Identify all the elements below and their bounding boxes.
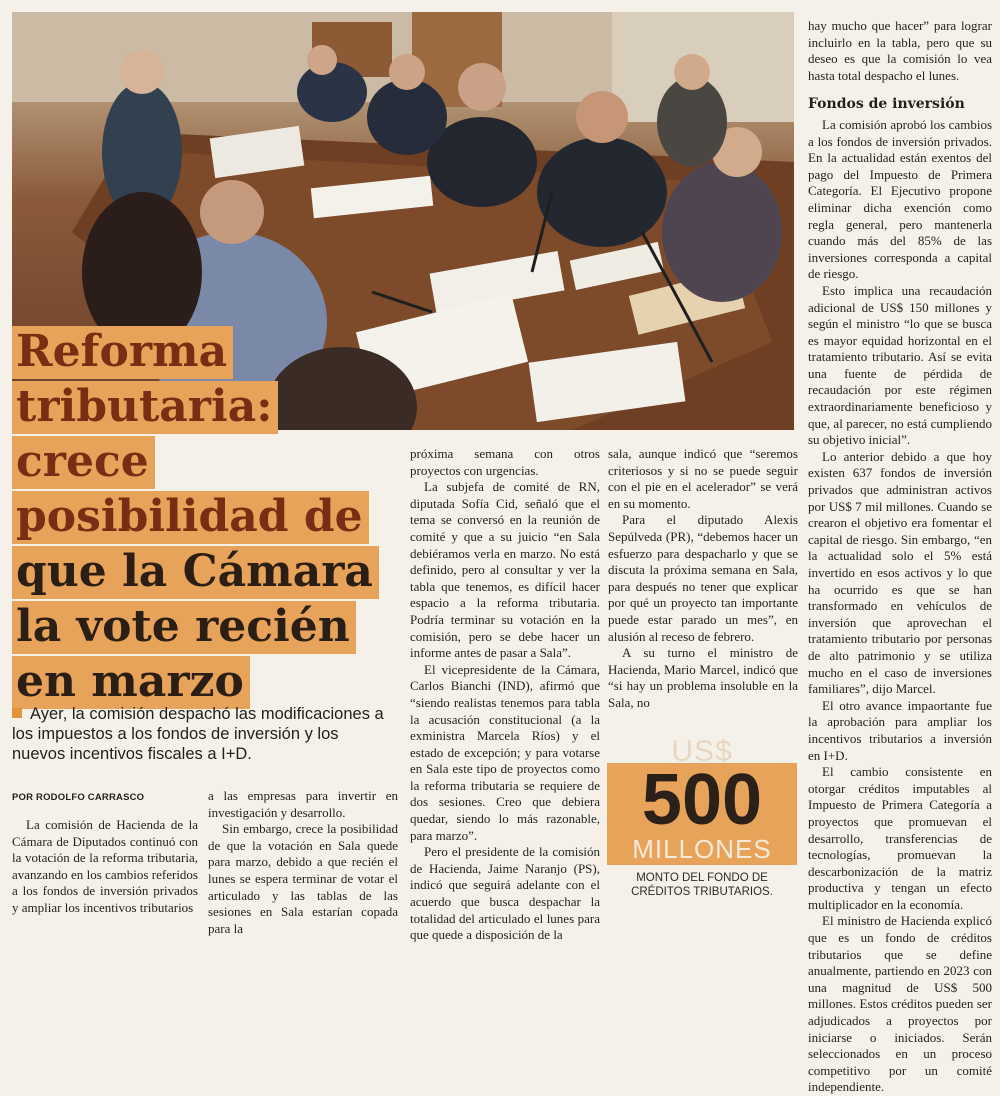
paragraph: El ministro de Hacienda explicó que es un fondo de créditos tributarios que se define anualmente, partiendo en 2023 con una magnitud de US$ 500 millones. Estos créditos pueden ser adjudicados a proyectos por iniciarse o iniciados. Serán seleccionados en un proceso competitivo por un comité independiente. <box>808 913 992 1095</box>
paragraph: El vicepresidente de la Cámara, Carlos Bianchi (IND), afirmó que “siendo realistas tenemos para tabla la acusación constitucional (a la exministra Marcela Ríos) y el estado de excepción; y para votarse en Sala este tipo de proyectos como la reforma tributaria se requiere de dos sesiones. Creo que debiera quedar, siendo lo más razonable, para marzo”. <box>410 661 600 843</box>
paragraph: a las empresas para invertir en investigación y desarrollo. <box>208 788 398 820</box>
fact-amount: 500 <box>641 760 763 840</box>
fact-description: MONTO DEL FONDO DE CRÉDITOS TRIBUTARIOS. <box>631 872 773 898</box>
headline-line: que la Cámara <box>12 546 379 599</box>
paragraph: El cambio consistente en otorgar créditos imputables al Impuesto de Primera Categoría a proyectos que promuevan el desarrollo, transferencias de tecnologías, promuevan la descarbonización de la matriz productiva y tengan un efecto multiplicador en la economía. <box>808 764 992 912</box>
summary-text: Ayer, la comisión despachó las modificaciones a los impuestos a los fondos de inversión y los nuevos incentivos fiscales a I+D. <box>12 705 384 763</box>
headline-line: posibilidad de <box>12 491 369 544</box>
paragraph: Pero el presidente de la comisión de Hacienda, Jaime Naranjo (PS), indicó que seguirá adelante con el acuerdo que busca despachar la totalidad del articulado el lunes para que quede a disposición de la <box>410 844 600 943</box>
article-column-3 <box>410 446 600 944</box>
paragraph: El otro avance impaortante fue la aprobación para ampliar los incentivos tributarios a inversión en I+D. <box>808 697 992 763</box>
square-bullet-icon <box>12 708 22 718</box>
fact-unit: MILLONES <box>632 834 772 864</box>
paragraph: sala, aunque indicó que “seremos criteriosos y si no se puede seguir con el pie en el acelerador” se verá en su momento. <box>608 446 798 511</box>
fact-currency: US$ <box>671 735 733 768</box>
headline <box>12 324 412 709</box>
headline-line: Reforma <box>12 326 233 379</box>
article-column-5 <box>808 18 992 1096</box>
paragraph: La subjefa de comité de RN, diputada Sofía Cid, señaló que el tema se conversó en la reunión de comité y que a su juicio “en Sala debiéramos verla en marzo. No está definido, pero al consultar y ver la tabla que tenemos, es difícil hacer espacio a la reforma tributaria. Podría terminar su votación en la comisión, pero se debe hacer un informe antes de pasar a Sala”. <box>410 479 600 661</box>
article-column-2 <box>208 788 398 937</box>
paragraph: A su turno el ministro de Hacienda, Mario Marcel, indicó que “si hay un problema insoluble en la Sala, no <box>608 645 798 710</box>
paragraph: Para el diputado Alexis Sepúlveda (PR), “debemos hacer un esfuerzo para despacharlo y que se discuta la próxima semana en Sala, para después no tener que explicar por qué un proyecto tan importante puede estar parado un mes”, en alusión al receso de febrero. <box>608 512 798 644</box>
section-subhead: Fondos de inversión <box>808 96 965 113</box>
paragraph: La comisión aprobó los cambios a los fondos de inversión privados. En la actualidad están exentos del pago del Impuesto de Primera Categoría. El Ejecutivo propone eliminar dicha exención como regla general, pero mantenerla cuando más del 85% de las inversiones corresponda a capital de riesgo. <box>808 116 992 282</box>
summary-lead <box>12 704 392 764</box>
headline-line: la vote recién <box>12 601 356 654</box>
article-column-1 <box>12 817 198 917</box>
fact-box <box>607 735 797 901</box>
paragraph: hay mucho que hacer” para lograr incluirlo en la tabla, pero que su deseo es que la comisión lo vea hasta total despacho el lunes. <box>808 18 992 83</box>
paragraph: La comisión de Hacienda de la Cámara de Diputados continuó con la votación de la reforma tributaria, avanzando en los cambios referidos a los fondos de inversión privados y ampliar los incentivos tributarios <box>12 817 198 915</box>
paragraph: Esto implica una recaudación adicional de US$ 150 millones y según el ministro “lo que se busca es mayor equidad horizontal en el tratamiento tributario. Así se evita una fuente de pérdida de recaudación por este régimen extraordinariamente beneficioso y que, al parecer, no está cumpliendo su objetivo inicial”. <box>808 282 992 448</box>
paragraph: próxima semana con otros proyectos con urgencias. <box>410 446 600 478</box>
headline-line: en marzo <box>12 656 250 709</box>
paragraph: Sin embargo, crece la posibilidad de que la votación en Sala quede para marzo, debido a que recién el lunes se espera terminar de votar el articulado y las tablas de las sesiones en Sala estarían copada para la <box>208 821 398 936</box>
article-column-4 <box>608 446 798 712</box>
paragraph: Lo anterior debido a que hoy existen 637 fondos de inversión privados que administran activos por US$ 7 mil millones. Cuando se crearon el objetivo era fomentar el capital de riesgo. Sin embargo, “en la actualidad solo el 5% está invertido en esos activos y lo que ha ocurrido es que se han transformado en vehículos de inversión que aprovechan el tratamiento tributario por personas de alto patrimonio y se utiliza mucho en el caso de inversiones familiares”, dijo Marcel. <box>808 448 992 697</box>
byline: POR RODOLFO CARRASCO <box>12 792 145 803</box>
headline-line: tributaria: crece <box>12 381 278 489</box>
